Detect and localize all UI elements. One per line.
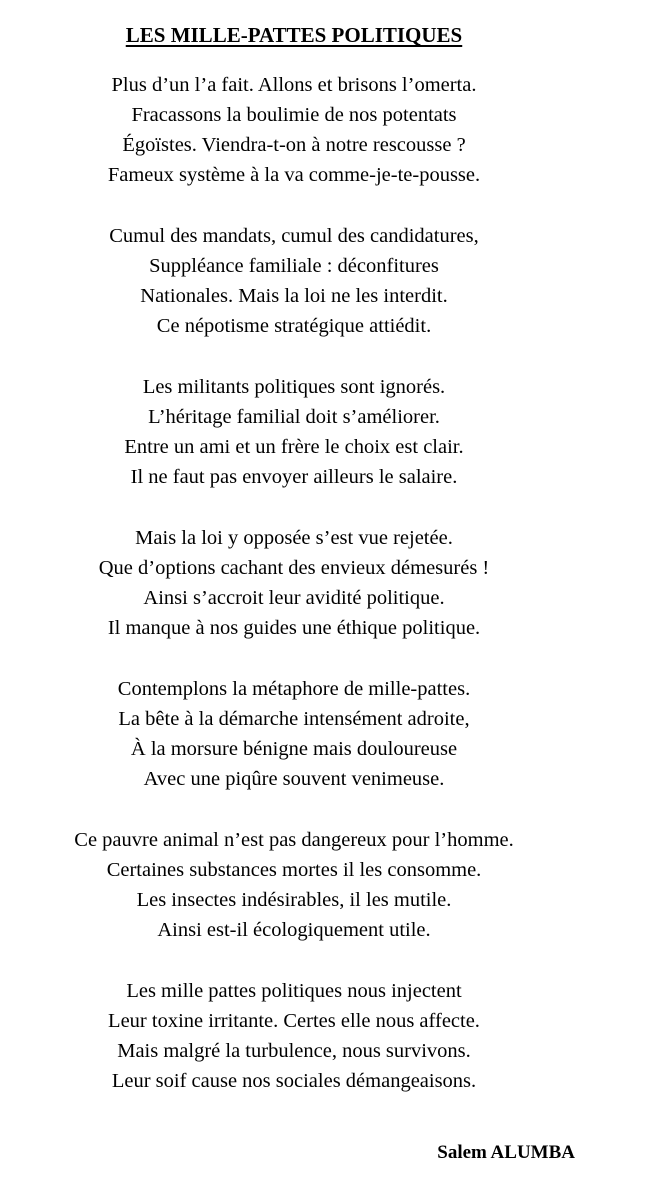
verse-line: Cumul des mandats, cumul des candidatures, xyxy=(109,225,479,247)
verse-line: Que d’options cachant des envieux démesurés ! xyxy=(98,557,490,579)
verse-line: Entre un ami et un frère le choix est clair. xyxy=(124,436,464,458)
verse-line: Les insectes indésirables, il les mutile. xyxy=(136,889,452,911)
verse-line: Ainsi est-il écologiquement utile. xyxy=(157,919,431,941)
stanza-1 xyxy=(0,70,588,190)
verse-line: Les mille pattes politiques nous injectent xyxy=(126,980,462,1002)
verse-line: Fracassons la boulimie de nos potentats xyxy=(131,104,457,126)
verse-line: Mais malgré la turbulence, nous survivons. xyxy=(117,1040,471,1062)
verse-line: Plus d’un l’a fait. Allons et brisons l’omerta. xyxy=(111,74,477,96)
verse-line: Ce népotisme stratégique attiédit. xyxy=(156,315,432,337)
stanza-5 xyxy=(0,674,588,794)
verse-line: Contemplons la métaphore de mille-pattes. xyxy=(117,678,471,700)
author-signature: Salem ALUMBA xyxy=(437,1142,575,1163)
verse-line: Fameux système à la va comme-je-te-pousse. xyxy=(107,164,481,186)
poem-title-text: LES MILLE-PATTES POLITIQUES xyxy=(125,23,463,47)
verse-line: La bête à la démarche intensément adroite, xyxy=(118,708,470,730)
stanza-7 xyxy=(0,976,588,1096)
verse-line: L’héritage familial doit s’améliorer. xyxy=(148,406,440,428)
stanza-4 xyxy=(0,523,588,643)
verse-line: Suppléance familiale : déconfitures xyxy=(149,255,439,277)
verse-line: Égoïstes. Viendra-t-on à notre rescousse ? xyxy=(122,134,466,156)
verse-line: Les militants politiques sont ignorés. xyxy=(142,376,446,398)
stanza-2 xyxy=(0,221,588,341)
verse-line: Mais la loi y opposée s’est vue rejetée. xyxy=(135,527,453,549)
verse-line: Certaines substances mortes il les consomme. xyxy=(106,859,482,881)
verse-line: Ainsi s’accroit leur avidité politique. xyxy=(143,587,445,609)
verse-line: Avec une piqûre souvent venimeuse. xyxy=(143,768,445,790)
stanza-3 xyxy=(0,372,588,492)
verse-line: Leur soif cause nos sociales démangeaisons. xyxy=(111,1070,477,1092)
verse-line: Nationales. Mais la loi ne les interdit. xyxy=(140,285,448,307)
stanza-6 xyxy=(0,825,588,945)
poem-title xyxy=(0,22,588,48)
poem-body xyxy=(0,70,588,1127)
verse-line: Il manque à nos guides une éthique politique. xyxy=(107,617,481,639)
verse-line: Il ne faut pas envoyer ailleurs le salaire. xyxy=(130,466,458,488)
verse-line: Ce pauvre animal n’est pas dangereux pour l’homme. xyxy=(74,829,514,851)
verse-line: À la morsure bénigne mais douloureuse xyxy=(130,738,458,760)
verse-line: Leur toxine irritante. Certes elle nous affecte. xyxy=(108,1010,480,1032)
